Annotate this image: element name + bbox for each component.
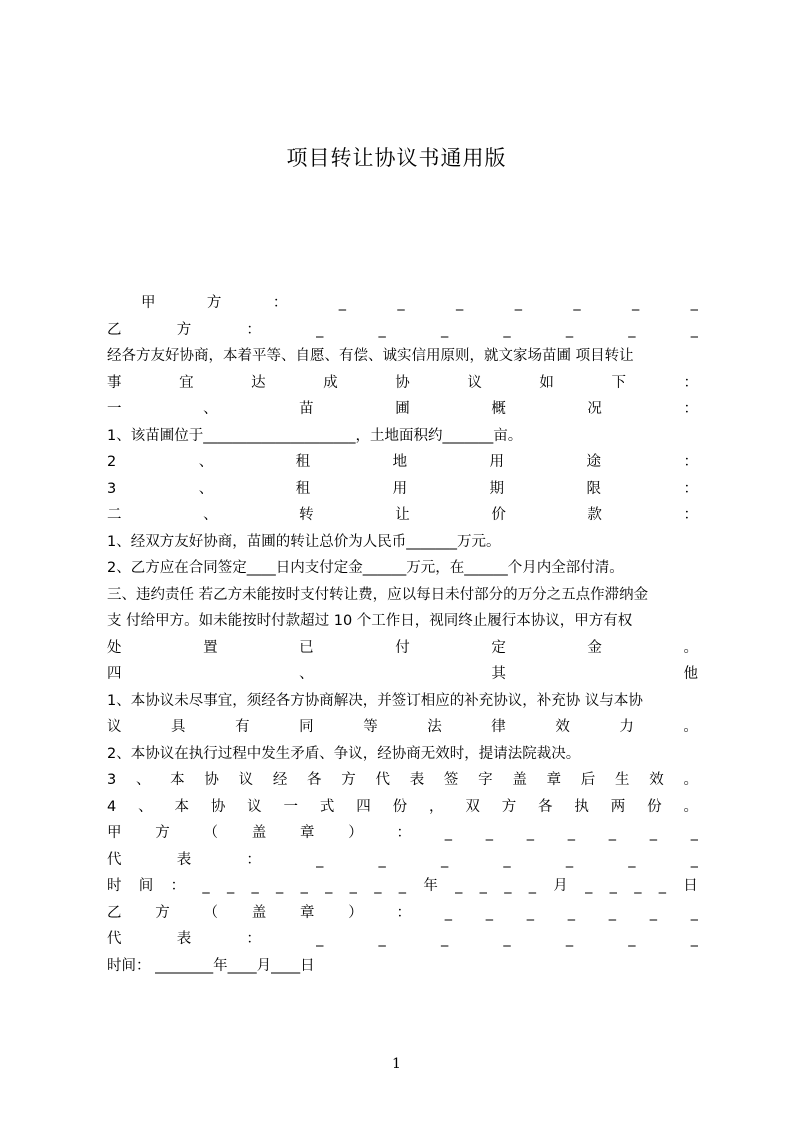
document-line <box>107 555 698 582</box>
line-token: _ <box>374 878 382 894</box>
line-token: 本 <box>174 798 189 815</box>
line-token: 乙 <box>107 904 122 921</box>
line-token: _ <box>567 904 575 921</box>
line-token: _ <box>690 931 698 947</box>
line-token: _ <box>316 321 324 338</box>
document-line <box>107 661 698 688</box>
line-token: 款 <box>587 507 602 523</box>
line-token: _ <box>690 321 698 338</box>
line-token: _ <box>526 825 534 841</box>
line-token: _ <box>479 878 487 894</box>
line-token: 付 <box>395 639 410 656</box>
line-token: 其 <box>491 666 506 682</box>
line-token: 一 <box>107 401 122 417</box>
line-token: 议 <box>238 772 254 788</box>
line-token: 概 <box>491 401 506 417</box>
line-token: 金 <box>587 639 602 656</box>
line-token: 3 <box>107 480 117 497</box>
page-number: 1 <box>392 1056 401 1072</box>
line-token: 方 <box>501 798 517 815</box>
line-token: 乙 <box>107 321 122 338</box>
line-token: _ <box>528 878 536 894</box>
line-token: _ <box>514 295 522 311</box>
line-token: 二 <box>107 507 122 523</box>
document-line <box>107 926 698 953</box>
line-token: 等 <box>363 719 378 735</box>
line-token: 议 <box>247 798 262 815</box>
line-token: _ <box>485 825 493 841</box>
line-token: 代 <box>375 772 390 788</box>
line-token: _ <box>440 851 449 868</box>
line-token: ： <box>396 904 411 921</box>
line-token: _ <box>503 851 511 868</box>
line-token: ： <box>246 851 261 868</box>
line-token: 如 <box>539 374 554 391</box>
line-token: 他 <box>683 666 698 682</box>
line-token: 用 <box>392 480 408 497</box>
line-token: _ <box>202 878 210 894</box>
line-token: ： <box>683 480 698 497</box>
line-token: 租 <box>295 480 311 497</box>
line-token: 宜 <box>179 374 194 391</box>
line-token: 生 <box>615 772 630 788</box>
line-token: 双 <box>465 798 480 815</box>
line-token: 各 <box>538 798 553 815</box>
line-token: ） <box>348 825 363 841</box>
document-line <box>107 900 698 927</box>
line-token: 、 <box>198 454 214 470</box>
line-token: 经 <box>272 772 288 788</box>
line-token: 效 <box>555 719 570 735</box>
line-token: 成 <box>323 374 338 391</box>
line-token: 况 <box>587 401 602 417</box>
line-text: 2、本协议在执行过程中发生矛盾、争议，经协商无效时，提请法院裁决。 <box>107 745 581 762</box>
line-token: 具 <box>171 719 186 735</box>
line-token: _ <box>251 878 259 894</box>
line-token: _ <box>565 851 574 868</box>
line-token: 本 <box>170 772 185 788</box>
line-token: 圃 <box>395 401 410 417</box>
line-token: 盖 <box>251 825 267 841</box>
document-line <box>107 635 698 662</box>
line-token: _ <box>649 825 657 841</box>
line-token: _ <box>378 851 386 868</box>
line-token: ： <box>683 401 698 417</box>
line-token: 效 <box>649 772 664 788</box>
line-token: 甲 <box>107 825 122 841</box>
line-token: 执 <box>574 798 589 815</box>
line-token: 置 <box>203 639 218 656</box>
line-token: _ <box>503 931 511 947</box>
line-token: _ <box>338 295 346 311</box>
line-token: ： <box>272 295 288 311</box>
line-token: _ <box>455 878 463 894</box>
document-line <box>107 343 698 370</box>
line-token: _ <box>628 321 636 338</box>
line-token: 地 <box>392 454 408 470</box>
line-token: 章 <box>300 904 315 921</box>
document-line <box>107 873 698 900</box>
line-token: _ <box>398 878 407 894</box>
line-token: 、 <box>203 401 218 417</box>
line-token: 议 <box>467 374 482 391</box>
line-token: ： <box>683 374 698 391</box>
line-token: ： <box>246 931 261 947</box>
line-token: _ <box>567 825 575 841</box>
line-token: 租 <box>295 454 311 470</box>
line-token: 代 <box>107 931 122 947</box>
line-token: 转 <box>299 507 314 523</box>
line-token: 定 <box>491 639 506 656</box>
line-token: 同 <box>299 719 314 735</box>
line-token: _ <box>628 851 636 868</box>
line-token: 方 <box>155 825 170 841</box>
line-text: 2、乙方应在合同签定____日内支付定金______万元，在______个月内全部付清。 <box>107 560 624 576</box>
line-token: 盖 <box>251 904 267 921</box>
line-text: 1、本协议未尽事宜，须经各方协商解决，并签订相应的补充协议，补充协 议与本协 <box>107 692 643 709</box>
line-token: ： <box>396 825 411 841</box>
document-line <box>107 767 698 794</box>
line-token: 。 <box>683 772 698 788</box>
line-token: 月 <box>553 878 568 894</box>
line-token: _ <box>585 878 593 894</box>
document-line <box>107 847 698 874</box>
line-token: 盖 <box>512 772 527 788</box>
line-token: 下 <box>611 374 626 391</box>
line-token: _ <box>608 904 616 921</box>
line-token: _ <box>276 878 284 894</box>
line-token: 。 <box>683 639 698 656</box>
line-token: 期 <box>489 480 505 497</box>
line-token: ： <box>246 321 261 338</box>
line-token: 协 <box>210 798 226 815</box>
line-token: 年 <box>423 878 438 894</box>
line-token: _ <box>634 878 642 894</box>
line-token: 4 <box>107 798 117 815</box>
line-token: _ <box>658 878 666 894</box>
line-token: 达 <box>251 374 266 391</box>
line-token: _ <box>565 321 574 338</box>
line-token: 甲 <box>141 295 156 311</box>
line-token: 、 <box>203 507 218 523</box>
line-token: 式 <box>319 798 335 815</box>
document-line <box>107 714 698 741</box>
line-token: 、 <box>135 772 151 788</box>
line-token: _ <box>316 931 324 947</box>
line-token: 各 <box>307 772 322 788</box>
line-token: 事 <box>107 374 122 391</box>
document-line <box>107 820 698 847</box>
document-title: 项目转让协议书通用版 <box>286 146 507 170</box>
line-token: _ <box>440 321 449 338</box>
line-token: 力 <box>619 719 634 735</box>
line-token: _ <box>397 295 405 311</box>
line-token: 3 <box>107 772 117 788</box>
line-token: _ <box>690 851 698 868</box>
line-token: _ <box>444 825 452 841</box>
line-token: 四 <box>107 666 122 682</box>
line-token: 用 <box>489 454 505 470</box>
document-line <box>107 688 698 715</box>
line-token: _ <box>526 904 534 921</box>
line-token: 份 <box>392 798 408 815</box>
document-line <box>107 317 698 344</box>
document-line <box>107 794 698 821</box>
line-token: 代 <box>107 851 122 868</box>
line-token: _ <box>349 878 357 894</box>
line-token: _ <box>378 321 386 338</box>
line-token: 。 <box>683 798 698 815</box>
line-token: 让 <box>395 507 410 523</box>
line-token: 途 <box>586 454 601 470</box>
line-token: ， <box>428 798 444 815</box>
line-token: _ <box>690 295 698 311</box>
line-token: _ <box>504 878 512 894</box>
line-token: （ <box>203 825 218 841</box>
document-line <box>107 608 698 635</box>
line-token: _ <box>632 295 640 311</box>
line-text: 1、该苗圃位于_____________________，土地面积约_______亩。 <box>107 427 523 444</box>
line-token: _ <box>690 825 698 841</box>
line-token: 字 <box>478 772 493 788</box>
line-token: 2 <box>107 454 117 470</box>
line-token: 份 <box>647 798 662 815</box>
document-line <box>107 396 698 423</box>
line-token: 协 <box>395 374 410 391</box>
line-token: 苗 <box>299 401 314 417</box>
line-token: _ <box>444 904 452 921</box>
line-token: 律 <box>491 719 506 735</box>
document-line <box>107 449 698 476</box>
document-line <box>107 290 698 317</box>
line-text: 支 付给甲方。如未能按时付款超过 10 个工作日，视同终止履行本协议，甲方有权 <box>107 613 633 629</box>
line-token: 后 <box>580 772 596 788</box>
document-line <box>107 953 698 980</box>
line-token: 一 <box>283 798 299 815</box>
document-line <box>107 582 698 609</box>
document-line <box>107 423 698 450</box>
line-token: 、 <box>198 480 214 497</box>
line-token: 协 <box>204 772 219 788</box>
line-token: ： <box>683 454 698 470</box>
line-token: 表 <box>176 851 192 868</box>
line-token: 签 <box>443 772 459 788</box>
line-token: 处 <box>107 639 122 656</box>
line-token: _ <box>628 931 636 947</box>
line-token: 价 <box>491 507 506 523</box>
line-token: _ <box>456 295 464 311</box>
line-token: 议 <box>107 719 122 735</box>
line-token: 时 <box>107 878 122 894</box>
line-token: _ <box>378 931 386 947</box>
line-token: 四 <box>356 798 371 815</box>
line-token: _ <box>503 321 511 338</box>
line-token: _ <box>608 825 616 841</box>
line-token: 表 <box>409 772 425 788</box>
line-token: （ <box>203 904 218 921</box>
line-token: _ <box>649 904 657 921</box>
line-token: 、 <box>299 666 314 682</box>
line-token: _ <box>316 851 324 868</box>
line-token: _ <box>440 931 449 947</box>
line-token: _ <box>609 878 617 894</box>
line-token: ） <box>348 904 363 921</box>
line-token: 法 <box>427 719 442 735</box>
line-token: 两 <box>610 798 626 815</box>
line-token: _ <box>226 878 235 894</box>
line-token: 方 <box>341 772 356 788</box>
line-token: _ <box>300 878 308 894</box>
line-token: 表 <box>176 931 192 947</box>
document-line <box>107 502 698 529</box>
line-token: _ <box>325 878 333 894</box>
line-token: _ <box>565 931 574 947</box>
line-token: ： <box>683 507 698 523</box>
document-line <box>107 741 698 768</box>
document-line <box>107 370 698 397</box>
line-token: 章 <box>300 825 315 841</box>
line-text: 时间： ________年____月____日 <box>107 957 315 974</box>
line-token: 、 <box>138 798 153 815</box>
line-token: ： <box>170 878 186 894</box>
line-token: 。 <box>683 719 698 735</box>
line-text: 经各方友好协商，本着平等、自愿、有偿、诚实信用原则，就文家场苗圃 项目转让 <box>107 348 634 364</box>
line-token: 方 <box>206 295 222 311</box>
line-token: 已 <box>299 639 314 656</box>
line-token: 方 <box>155 904 170 921</box>
line-token: 有 <box>235 719 250 735</box>
line-token: _ <box>573 295 581 311</box>
line-token: 方 <box>176 321 192 338</box>
line-token: 日 <box>683 878 698 894</box>
line-text: 三、违约责任 若乙方未能按时支付转让费，应以每日未付部分的万分之五点作滞纳金 <box>107 586 649 603</box>
line-text: 1、经双方友好协商，苗圃的转让总价为人民币_______万元。 <box>107 533 501 550</box>
line-token: 间 <box>138 878 154 894</box>
document-body <box>107 290 698 979</box>
line-token: _ <box>485 904 493 921</box>
line-token: 限 <box>586 480 601 497</box>
line-token: 章 <box>546 772 562 788</box>
line-token: _ <box>690 904 698 921</box>
document-line <box>107 476 698 503</box>
document-line <box>107 529 698 556</box>
